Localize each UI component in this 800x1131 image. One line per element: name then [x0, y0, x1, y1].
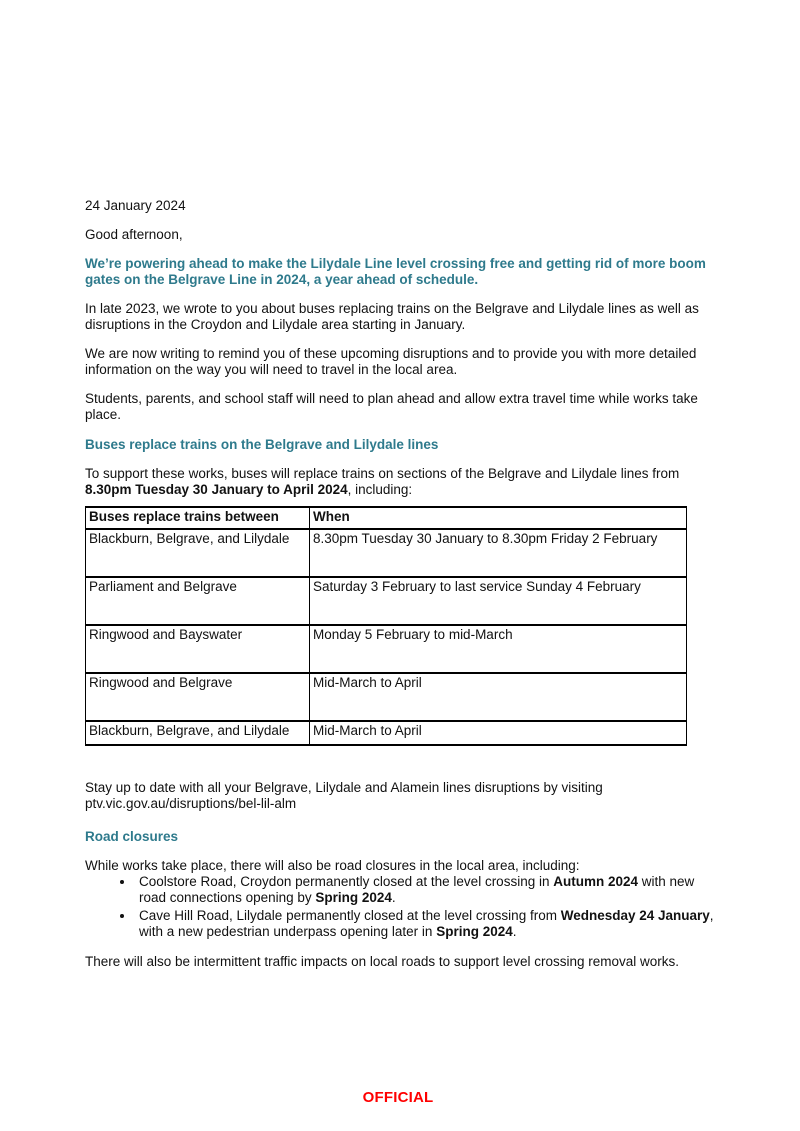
bus-table-body	[86, 529, 687, 745]
list-item-coolstore-road	[135, 874, 715, 906]
table-cell: 8.30pm Tuesday 30 January to 8.30pm Friday 2 February	[310, 529, 687, 577]
table-header-cell: Buses replace trains between	[86, 507, 310, 529]
table-row	[86, 625, 687, 673]
section-heading-road-closures: Road closures	[85, 829, 179, 844]
text-run: , with a new pedestrian underpass opening later in	[139, 908, 714, 939]
text-run: .	[391, 890, 396, 905]
intro-highlight-paragraph: We’re powering ahead to make the Lilydale Line level crossing free and getting rid of more boom gates on the Belgrave Line in 2024, a year ahead of schedule.	[85, 256, 706, 287]
bus-table-header	[86, 507, 687, 529]
letter-greeting: Good afternoon,	[85, 227, 183, 242]
letter-date: 24 January 2024	[85, 198, 186, 213]
road-closures-lead: While works take place, there will also be road closures in the local area, including:	[85, 858, 580, 873]
stay-up-to-date-paragraph: Stay up to date with all your Belgrave, Lilydale and Alamein lines disruptions by visiting ptv.vic.gov.au/disruptions/bel-lil-alm	[85, 780, 603, 811]
paragraph-late-2023: In late 2023, we wrote to you about buses replacing trains on the Belgrave and Lilydale lines as well as disruptions in the Croydon and Lilydale area starting in January.	[85, 301, 699, 332]
section-heading-buses: Buses replace trains on the Belgrave and Lilydale lines	[85, 437, 439, 452]
text-run: .	[512, 924, 517, 939]
bus-replacement-table	[85, 506, 687, 746]
buses-lead-paragraph	[85, 466, 715, 498]
paragraph-reminder: We are now writing to remind you of these upcoming disruptions and to provide you with more detailed information on the way you will need to travel in the local area.	[85, 346, 697, 377]
table-cell: Mid-March to April	[310, 721, 687, 745]
table-cell: Ringwood and Belgrave	[86, 673, 310, 721]
letter-body	[85, 198, 715, 983]
table-cell: Monday 5 February to mid-March	[310, 625, 687, 673]
table-row	[86, 529, 687, 577]
table-cell: Blackburn, Belgrave, and Lilydale	[86, 529, 310, 577]
text-run: To support these works, buses will replace trains on sections of the Belgrave and Lilydale lines from	[85, 466, 680, 481]
table-row	[86, 721, 687, 745]
table-cell: Mid-March to April	[310, 673, 687, 721]
text-run: Cave Hill Road, Lilydale permanently closed at the level crossing from	[139, 908, 561, 923]
closing-paragraph: There will also be intermittent traffic impacts on local roads to support level crossing removal works.	[85, 954, 679, 969]
list-item-cave-hill-road	[135, 908, 715, 940]
bold-text-run: Spring 2024	[436, 924, 513, 939]
bold-text-run: Spring 2024	[315, 890, 392, 905]
text-run: Coolstore Road, Croydon permanently closed at the level crossing in	[139, 874, 554, 889]
table-cell: Saturday 3 February to last service Sunday 4 February	[310, 577, 687, 625]
official-classification-label: OFFICIAL	[362, 1089, 434, 1106]
bold-text-run: Autumn 2024	[553, 874, 638, 889]
table-cell: Parliament and Belgrave	[86, 577, 310, 625]
table-row	[86, 673, 687, 721]
table-cell: Ringwood and Bayswater	[86, 625, 310, 673]
table-cell: Blackburn, Belgrave, and Lilydale	[86, 721, 310, 745]
text-run: , including:	[347, 482, 413, 497]
table-header-cell: When	[310, 507, 687, 529]
table-header-row	[86, 507, 687, 529]
text-run: with new road connections opening by	[139, 874, 695, 905]
bold-text-run: 8.30pm Tuesday 30 January to April 2024	[85, 482, 348, 497]
bold-text-run: Wednesday 24 January	[560, 908, 710, 923]
table-row	[86, 577, 687, 625]
paragraph-students: Students, parents, and school staff will need to plan ahead and allow extra travel time while works take place.	[85, 391, 698, 422]
road-closures-list	[85, 874, 715, 940]
